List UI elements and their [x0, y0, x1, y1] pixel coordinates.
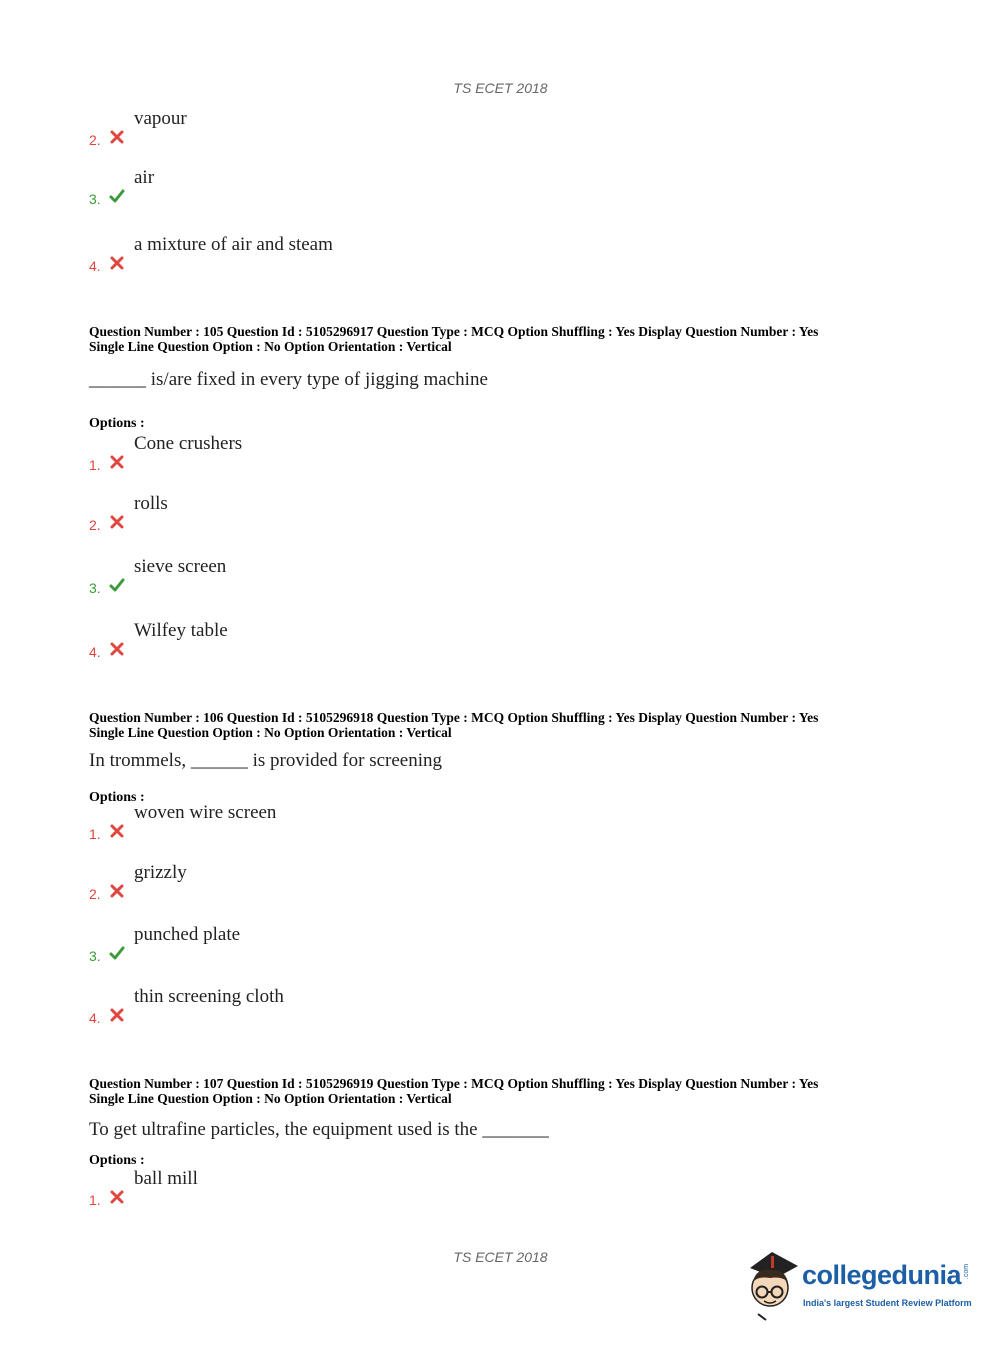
cross-icon — [109, 454, 125, 470]
option-prev-3 — [89, 167, 689, 207]
option-number: 3. — [89, 948, 101, 964]
option-prev-2 — [89, 108, 689, 148]
logo-tagline: India's largest Student Review Platform — [803, 1298, 972, 1308]
option-number: 1. — [89, 826, 101, 842]
cross-icon — [109, 823, 125, 839]
option-2 — [89, 493, 689, 533]
options-label: Options : — [89, 790, 145, 805]
option-text: grizzly — [134, 862, 187, 883]
question-meta — [89, 324, 909, 354]
option-text: rolls — [134, 493, 168, 514]
question-meta-line1: Question Number : 105 Question Id : 5105296917 Question Type : MCQ Option Shuffling : Yes Display Question Number : Yes — [89, 324, 819, 339]
option-text: vapour — [134, 108, 187, 129]
option-text: ball mill — [134, 1168, 198, 1189]
question-meta-line2: Single Line Question Option : No Option Orientation : Vertical — [89, 725, 452, 740]
option-3 — [89, 556, 689, 596]
option-text: thin screening cloth — [134, 986, 284, 1007]
option-4 — [89, 986, 689, 1026]
mascot-icon — [742, 1248, 802, 1322]
option-text: sieve screen — [134, 556, 227, 577]
question-meta-line2: Single Line Question Option : No Option Orientation : Vertical — [89, 1091, 452, 1106]
check-icon — [109, 945, 125, 961]
option-number: 2. — [89, 886, 101, 902]
cross-icon — [109, 1007, 125, 1023]
option-1 — [89, 802, 689, 842]
question-meta-line2: Single Line Question Option : No Option Orientation : Vertical — [89, 339, 452, 354]
option-number: 2. — [89, 517, 101, 533]
option-1 — [89, 433, 689, 473]
question-text: In trommels, ______ is provided for screening — [89, 750, 443, 771]
option-number: 2. — [89, 132, 101, 148]
option-text: punched plate — [134, 924, 241, 945]
page-footer: TS ECET 2018 — [453, 1249, 548, 1265]
cross-icon — [109, 641, 125, 657]
option-1 — [89, 1168, 689, 1208]
logo-brand-text: collegedunia — [802, 1260, 962, 1290]
check-icon — [109, 188, 125, 204]
option-number: 4. — [89, 644, 101, 660]
option-number: 4. — [89, 258, 101, 274]
check-icon — [109, 577, 125, 593]
options-label: Options : — [89, 1153, 145, 1168]
question-meta — [89, 1076, 909, 1106]
option-text: Wilfey table — [134, 620, 228, 641]
cross-icon — [109, 883, 125, 899]
question-meta — [89, 710, 909, 740]
option-number: 1. — [89, 457, 101, 473]
cross-icon — [109, 255, 125, 271]
option-number: 1. — [89, 1192, 101, 1208]
cross-icon — [109, 514, 125, 530]
logo-com-text: .com — [963, 1263, 971, 1280]
option-2 — [89, 862, 689, 902]
options-label: Options : — [89, 416, 145, 431]
option-number: 3. — [89, 191, 101, 207]
option-text: a mixture of air and steam — [134, 234, 333, 255]
question-text: ______ is/are fixed in every type of jigging machine — [89, 369, 488, 390]
page-header: TS ECET 2018 — [453, 80, 548, 96]
option-text: air — [134, 167, 155, 188]
option-3 — [89, 924, 689, 964]
option-number: 3. — [89, 580, 101, 596]
option-text: Cone crushers — [134, 433, 243, 454]
option-text: woven wire screen — [134, 802, 277, 823]
option-4 — [89, 620, 689, 660]
question-meta-line1: Question Number : 106 Question Id : 5105296918 Question Type : MCQ Option Shuffling : Yes Display Question Number : Yes — [89, 710, 819, 725]
option-prev-4 — [89, 234, 689, 274]
option-number: 4. — [89, 1010, 101, 1026]
question-text: To get ultrafine particles, the equipment used is the _______ — [89, 1119, 549, 1140]
cross-icon — [109, 1189, 125, 1205]
collegedunia-logo[interactable] — [742, 1248, 982, 1322]
question-meta-line1: Question Number : 107 Question Id : 5105296919 Question Type : MCQ Option Shuffling : Yes Display Question Number : Yes — [89, 1076, 819, 1091]
cross-icon — [109, 129, 125, 145]
